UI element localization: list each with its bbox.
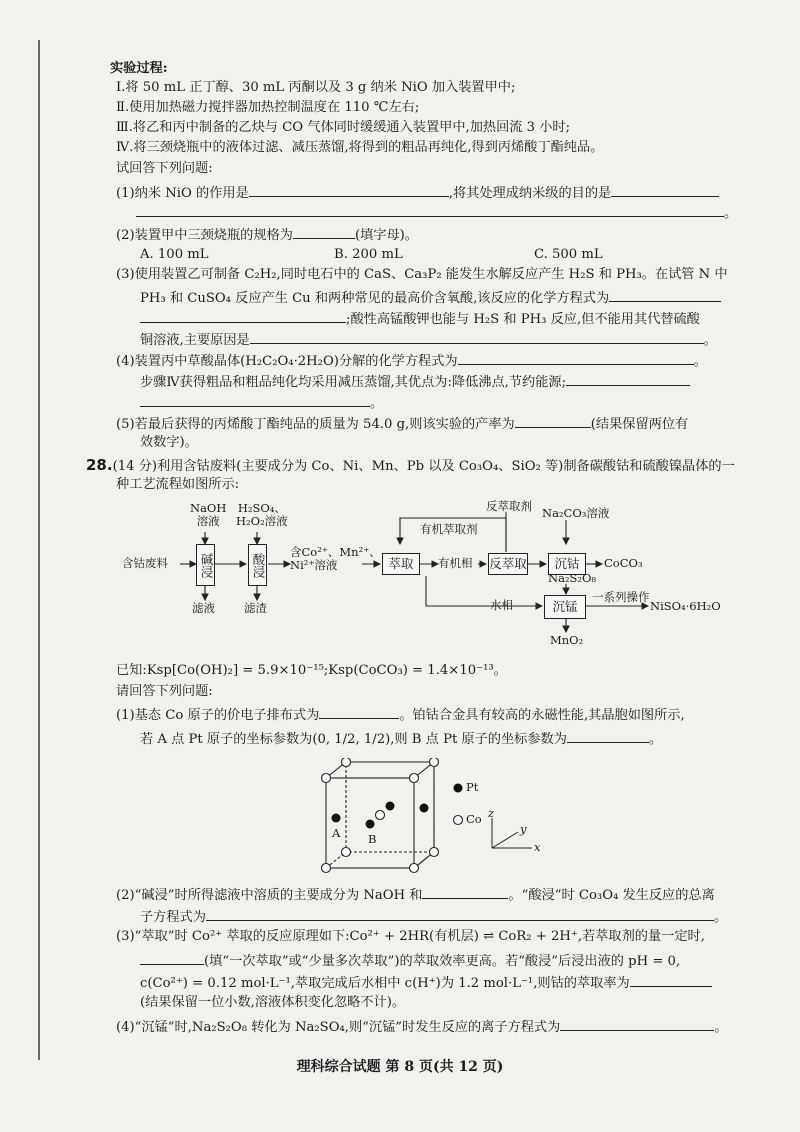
part-2-line-2: 子方程式为 。	[140, 906, 727, 927]
cobalt-precipitation-box: 沉钴	[548, 553, 586, 575]
answer-blank[interactable]	[609, 287, 721, 302]
part-2-line-1	[116, 884, 715, 905]
axis-z-label: z	[488, 806, 495, 820]
question-4-text-b: 步骤Ⅳ获得粗品和粗品纯化均采用减压蒸馏,其优点为:降低沸点,节约能源;	[140, 375, 567, 390]
answer-blank[interactable]	[566, 371, 690, 386]
manganese-precipitation-box: 沉锰	[544, 595, 586, 619]
part-3-text-b: (填“一次萃取”或“少量多次萃取”)的萃取效率更高。若“酸浸”后浸出液的 pH = 0,	[204, 954, 681, 969]
answer-blank[interactable]	[611, 182, 719, 197]
part-2-text-c: 子方程式为	[140, 910, 206, 925]
part-3-line-1: (3)“萃取”时 Co²⁺ 萃取的反应原理如下:Co²⁺ + 2HR(有机层) ⇌ CoR₂ + 2H⁺,若萃取剂的量一定时,	[116, 929, 705, 944]
ksp-given: 已知:Ksp[Co(OH)₂] = 5.9×10⁻¹⁵;Ksp(CoCO₃) = 1.4×10⁻¹³。	[116, 663, 507, 678]
back-extractant: 反萃取剂	[486, 499, 532, 513]
acid-residue: 滤渣	[244, 601, 267, 615]
answer-blank[interactable]	[458, 350, 694, 365]
alkali-filtrate: 滤液	[192, 601, 215, 615]
question-1-continuation: 。	[136, 202, 737, 223]
acid-reagent-line-1: H₂SO₄、	[237, 501, 286, 515]
axis-x-label: x	[534, 840, 541, 854]
question-2-suffix: (填字母)。	[354, 228, 418, 243]
part-2-text-a: (2)“碱浸”时所得滤液中溶质的主要成分为 NaOH 和	[116, 888, 423, 903]
ion-solution	[290, 546, 381, 572]
question-5-line-1	[116, 413, 688, 434]
answer-blank[interactable]	[319, 704, 399, 719]
question-4-line-3: 。	[140, 392, 383, 413]
question-3-text-c: ;酸性高锰酸钾也能与 H₂S 和 PH₃ 反应,但不能用其代替硫酸	[346, 312, 700, 327]
manganese-dioxide-product: MnO₂	[550, 633, 584, 647]
question-5-text-a: (5)若最后获得的丙烯酸丁酯纯品的质量为 54.0 g,则该实验的产率为	[116, 417, 515, 432]
part-4-text: (4)“沉锰”时,Na₂S₂O₈ 转化为 Na₂SO₄,则“沉锰”时发生反应的离子方程式为	[116, 1020, 561, 1035]
sodium-carbonate-reagent: Na₂CO₃溶液	[542, 506, 610, 520]
extraction-box: 萃取	[382, 553, 420, 575]
answer-blank[interactable]	[515, 413, 591, 428]
experiment-heading: 实验过程:	[110, 61, 168, 76]
answer-blank[interactable]	[630, 972, 712, 987]
process-flowchart	[100, 496, 740, 658]
answer-blank[interactable]	[560, 1016, 714, 1031]
question-2-text: (2)装置甲中三颈烧瓶的规格为	[116, 228, 293, 243]
question-5-line-2: 效数字)。	[140, 435, 198, 450]
question-2	[116, 224, 418, 245]
step-3: Ⅲ.将乙和丙中制备的乙炔与 CO 气体同时缓缓通入装置甲中,加热回流 3 小时;	[116, 120, 571, 135]
question-3-line-1: (3)使用装置乙可制备 C₂H₂,同时电石中的 CaS、Ca₃P₂ 能发生水解反应产生 H₂S 和 PH₃。在试管 N 中	[116, 267, 728, 282]
answer-blank[interactable]	[422, 884, 508, 899]
part-4-line: (4)“沉锰”时,Na₂S₂O₈ 转化为 Na₂SO₄,则“沉锰”时发生反应的离子方程式为 。	[116, 1016, 727, 1037]
option-b: B. 200 mL	[334, 247, 403, 262]
question-prompt: 试回答下列问题:	[116, 161, 213, 176]
alkali-reagent	[190, 502, 226, 528]
answer-blank[interactable]	[206, 906, 714, 921]
alkali-reagent-line-2: 溶液	[196, 514, 220, 528]
persulfate-reagent: Na₂S₂O₈	[548, 571, 597, 585]
question-28-intro	[86, 456, 735, 476]
unit-cell-diagram	[318, 758, 548, 876]
question-4-line-2	[140, 371, 690, 392]
answer-blank[interactable]	[293, 224, 355, 239]
question-3-line-3	[140, 308, 700, 329]
alkali-reagent-line-1: NaOH	[190, 501, 227, 515]
question-1-text-a: (1)纳米 NiO 的作用是	[116, 186, 249, 201]
answer-blank[interactable]	[249, 182, 449, 197]
answer-blank[interactable]	[567, 728, 649, 743]
cobalt-carbonate-product: CoCO₃	[604, 556, 643, 570]
answer-blank[interactable]	[250, 329, 704, 344]
question-4-text-a: (4)装置丙中草酸晶体(H₂C₂O₄·2H₂O)分解的化学方程式为	[116, 354, 458, 369]
question-1-text-b: ,将其处理成纳米级的目的是	[448, 186, 612, 201]
feed-label: 含钴废料	[122, 556, 168, 570]
step-1: Ⅰ.将 50 mL 正丁醇、30 mL 丙酮以及 3 g 纳米 NiO 加入装置甲中;	[116, 80, 516, 95]
question-5-text-b: (结果保留两位有	[590, 417, 689, 432]
answer-blank[interactable]	[136, 202, 724, 217]
answer-blank[interactable]	[140, 950, 204, 965]
legend-co-label: Co	[466, 812, 482, 826]
acid-reagent	[236, 502, 288, 528]
ion-solution-line-1: 含Co²⁺、Mn²⁺、	[290, 545, 381, 559]
alkali-leach-box: 碱浸	[196, 544, 215, 586]
part-2-text-b: 。“酸浸”时 Co₃O₄ 发生反应的总离	[508, 888, 715, 903]
option-a: A. 100 mL	[140, 247, 209, 262]
crystal-cell-figure	[318, 758, 548, 876]
point-b-label: B	[368, 832, 377, 846]
ion-solution-line-2: Ni²⁺溶液	[290, 558, 338, 572]
question-4-line-1: (4)装置丙中草酸晶体(H₂C₂O₄·2H₂O)分解的化学方程式为 。	[116, 350, 707, 371]
point-a-label: A	[332, 826, 341, 840]
part-3-text-c: c(Co²⁺) = 0.12 mol·L⁻¹,萃取完成后水相中 c(H⁺)为 1.2 mol·L⁻¹,则钴的萃取率为	[140, 976, 630, 991]
acid-leach-box: 酸浸	[248, 544, 267, 586]
question-number: 28.	[86, 456, 113, 474]
water-phase: 水相	[490, 598, 513, 612]
part-3-line-4: (结果保留一位小数,溶液体积变化忽略不计)。	[140, 995, 406, 1010]
part-1-text-b: 。铂钴合金具有较高的永磁性能,其晶胞如图所示,	[399, 708, 685, 723]
answer-blank[interactable]	[140, 392, 370, 407]
back-extraction-box: 反萃取	[488, 553, 528, 575]
question-3-line-4: 铜溶液,主要原因是 。	[140, 329, 717, 350]
part-3-line-3	[140, 972, 712, 993]
question-1	[116, 182, 719, 203]
question-3-line-2	[140, 287, 721, 308]
step-4: Ⅳ.将三颈烧瓶中的液体过滤、减压蒸馏,将得到的粗品再纯化,得到丙烯酸丁酯纯品。	[116, 140, 604, 155]
question-3-text-b: PH₃ 和 CuSO₄ 反应产生 Cu 和两种常见的最高价含氧酸,该反应的化学方程式为	[140, 291, 610, 306]
acid-reagent-line-2: H₂O₂溶液	[236, 514, 288, 528]
option-c: C. 500 mL	[534, 247, 603, 262]
part-1-text-a: (1)基态 Co 原子的价电子排布式为	[116, 708, 320, 723]
question-28-intro-2: 种工艺流程如图所示:	[116, 477, 240, 492]
legend-pt-label: Pt	[466, 780, 479, 794]
step-2: Ⅱ.使用加热磁力搅拌器加热控制温度在 110 ℃左右;	[116, 100, 420, 115]
part-3-line-2	[140, 950, 680, 971]
organic-extractant: 有机萃取剂	[420, 522, 478, 536]
margin-binding-line	[38, 40, 40, 1060]
series-operation: 一系列操作	[592, 590, 650, 604]
nickel-sulfate-product: NiSO₄·6H₂O	[650, 599, 721, 613]
question-3-text-d: 铜溶液,主要原因是	[140, 333, 250, 348]
part-1-line-2: 若 A 点 Pt 原子的坐标参数为(0, 1/2, 1/2),则 B 点 Pt 原子的坐标参数为 。	[140, 728, 662, 749]
answer-blank[interactable]	[140, 308, 346, 323]
axis-y-label: y	[520, 822, 527, 836]
page-footer: 理科综合试题 第 8 页(共 12 页)	[296, 1059, 504, 1075]
question-28-intro-text: (14 分)利用含钴废料(主要成分为 Co、Ni、Mn、Pb 以及 Co₃O₄、SiO₂ 等)制备碳酸钴和硫酸镍晶体的一	[112, 459, 735, 474]
organic-phase: 有机相	[438, 556, 473, 570]
part-1-line-1	[116, 704, 685, 725]
part-1-text-c: 若 A 点 Pt 原子的坐标参数为(0, 1/2, 1/2),则 B 点 Pt 原子的坐标参数为	[140, 732, 567, 747]
question-28-prompt: 请回答下列问题:	[116, 684, 213, 699]
